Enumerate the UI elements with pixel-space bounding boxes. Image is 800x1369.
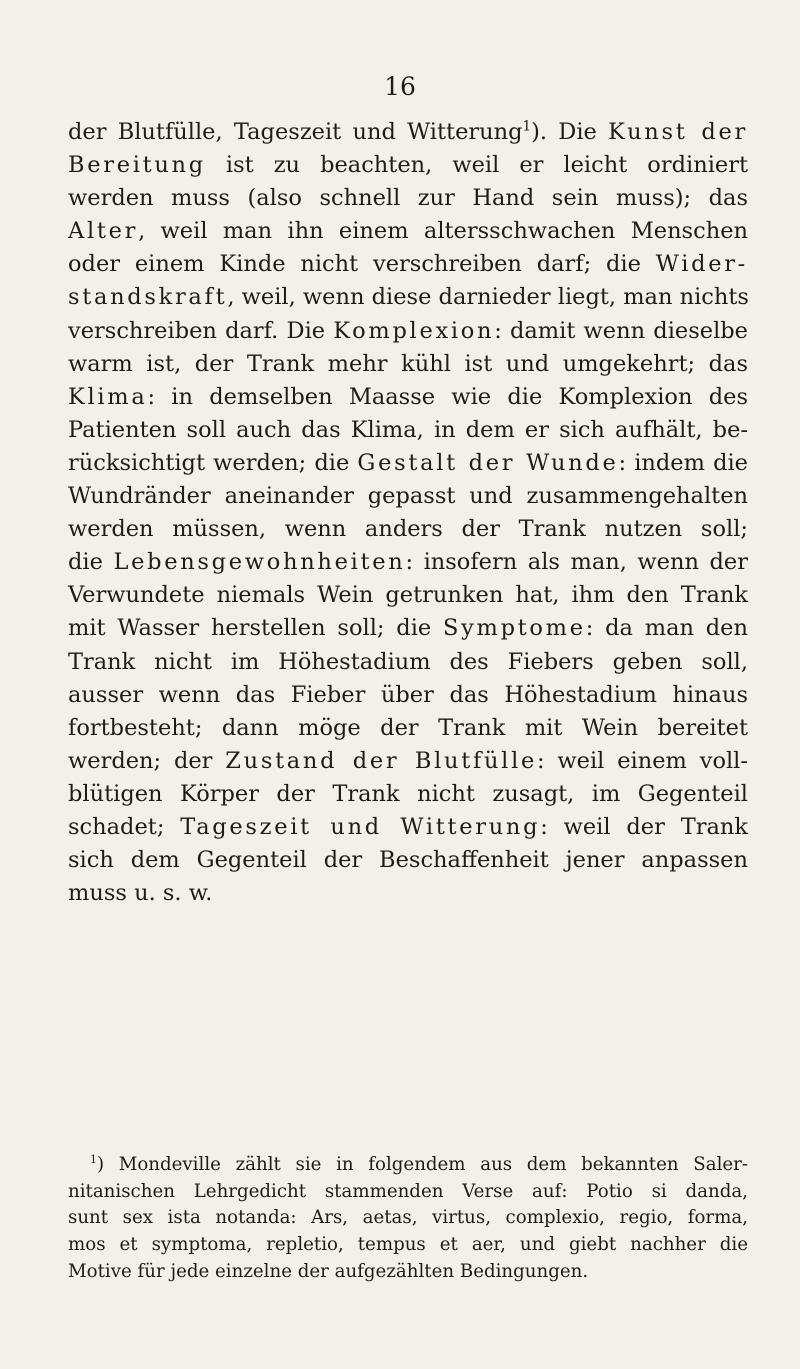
- text-line: [68, 315, 748, 348]
- text-line: [68, 149, 748, 182]
- emphasized-term: Klima: [68, 383, 148, 410]
- footnote-line: [68, 1232, 748, 1259]
- emphasized-term: Tageszeit und Witterung: [180, 813, 541, 840]
- text-run: schadet;: [68, 813, 181, 840]
- text-run: warm ist, der Trank mehr kühl ist und umgekehrt; das: [68, 350, 748, 377]
- text-run: : weil der Trank: [540, 813, 749, 840]
- text-line: [68, 281, 748, 314]
- text-run: mit Wasser herstellen soll; die: [68, 615, 444, 642]
- text-line: [68, 745, 748, 778]
- text-line: [68, 612, 748, 645]
- text-run: : da man den: [585, 615, 748, 642]
- text-line: [68, 447, 748, 480]
- text-run: sunt sex ista notanda: Ars, aetas, virtus, complexio, regio, forma,: [68, 1207, 748, 1229]
- text-line: [68, 712, 748, 745]
- emphasized-term: Wider-: [655, 251, 748, 278]
- footnote-line: [68, 1259, 748, 1286]
- text-line: [68, 381, 748, 414]
- text-line: [68, 215, 748, 248]
- text-line: [68, 414, 748, 447]
- text-run: nitanischen Lehrgedicht stammenden Verse auf: Potio si danda,: [68, 1180, 748, 1202]
- footnote-marker: 1: [522, 118, 532, 135]
- text-run: ). Die: [531, 119, 609, 145]
- text-line: [68, 811, 748, 844]
- emphasized-term: Kunst der: [608, 119, 748, 145]
- text-run: die: [68, 549, 114, 576]
- text-line: [68, 877, 748, 910]
- text-run: : insofern als man, wenn der: [405, 549, 748, 576]
- text-line: [68, 646, 748, 679]
- text-line: [68, 546, 748, 579]
- text-line: [68, 116, 748, 149]
- text-line: [68, 513, 748, 546]
- emphasized-term: Gestalt der Wunde: [357, 449, 619, 476]
- page-number: 16: [384, 72, 416, 101]
- text-line: [68, 679, 748, 712]
- footnote-marker: 1: [90, 1152, 97, 1166]
- text-run: : damit wenn dieselbe: [494, 317, 748, 344]
- text-run: ausser wenn das Fieber über das Höhestadium hinaus: [68, 681, 748, 708]
- text-run: Verwundete niemals Wein getrunken hat, ihm den Trank: [68, 582, 748, 609]
- emphasized-term: Symptome: [443, 615, 586, 642]
- text-run: Wundränder aneinander gepasst und zusammengehalten: [68, 483, 748, 510]
- text-run: werden muss (also schnell zur Hand sein muss); das: [68, 185, 748, 212]
- text-run: Motive für jede einzelne der aufgezählten Bedingungen.: [68, 1260, 589, 1282]
- text-run: Patienten soll auch das Klima, in dem er sich aufhält, be-: [68, 416, 748, 443]
- text-run: oder einem Kinde nicht verschreiben darf; die: [68, 251, 656, 278]
- text-run: , weil man ihn einem altersschwachen Menschen: [138, 218, 748, 245]
- text-run: werden müssen, wenn anders der Trank nutzen soll;: [68, 516, 748, 543]
- text-line: [68, 844, 748, 877]
- text-line: [68, 182, 748, 215]
- footnote-line: [68, 1205, 748, 1232]
- text-run: rücksichtigt werden; die: [68, 449, 358, 476]
- text-run: blütigen Körper der Trank nicht zusagt, im Gegenteil: [68, 780, 748, 807]
- text-run: der Blutfülle, Tageszeit und Witterung: [68, 119, 523, 145]
- text-run: ) Mondeville zählt sie in folgendem aus dem bekannten Saler-: [96, 1154, 748, 1175]
- text-run: , weil, wenn diese darnieder liegt, man nichts: [227, 284, 749, 311]
- text-run: ist zu beachten, weil er leicht ordiniert: [205, 152, 748, 179]
- emphasized-term: Bereitung: [68, 152, 206, 179]
- footnote-line: [68, 1152, 748, 1179]
- emphasized-term: Lebensgewohnheiten: [113, 549, 406, 576]
- body-text: [68, 116, 748, 910]
- text-run: werden; der: [68, 747, 226, 774]
- text-line: [68, 579, 748, 612]
- text-run: : weil einem voll-: [536, 747, 748, 774]
- text-run: sich dem Gegenteil der Beschaffenheit jener anpassen: [68, 847, 748, 874]
- emphasized-term: standskraft: [68, 284, 228, 311]
- emphasized-term: Alter: [68, 218, 139, 245]
- text-run: muss u. s. w.: [68, 880, 213, 907]
- text-line: [68, 778, 748, 811]
- emphasized-term: Komplexion: [333, 317, 495, 344]
- text-line: [68, 480, 748, 513]
- text-run: verschreiben darf. Die: [68, 317, 334, 344]
- text-line: [68, 348, 748, 381]
- text-run: : indem die: [618, 449, 748, 476]
- text-run: fortbesteht; dann möge der Trank mit Wein bereitet: [68, 714, 748, 741]
- text-line: [68, 248, 748, 281]
- text-run: mos et symptoma, repletio, tempus et aer, und giebt nachher die: [68, 1234, 748, 1256]
- emphasized-term: Zustand der Blutfülle: [225, 747, 537, 774]
- text-run: Trank nicht im Höhestadium des Fiebers geben soll,: [68, 648, 748, 675]
- text-run: : in demselben Maasse wie die Komplexion des: [147, 383, 748, 410]
- footnote-line: [68, 1179, 748, 1206]
- footnote: [68, 1152, 748, 1286]
